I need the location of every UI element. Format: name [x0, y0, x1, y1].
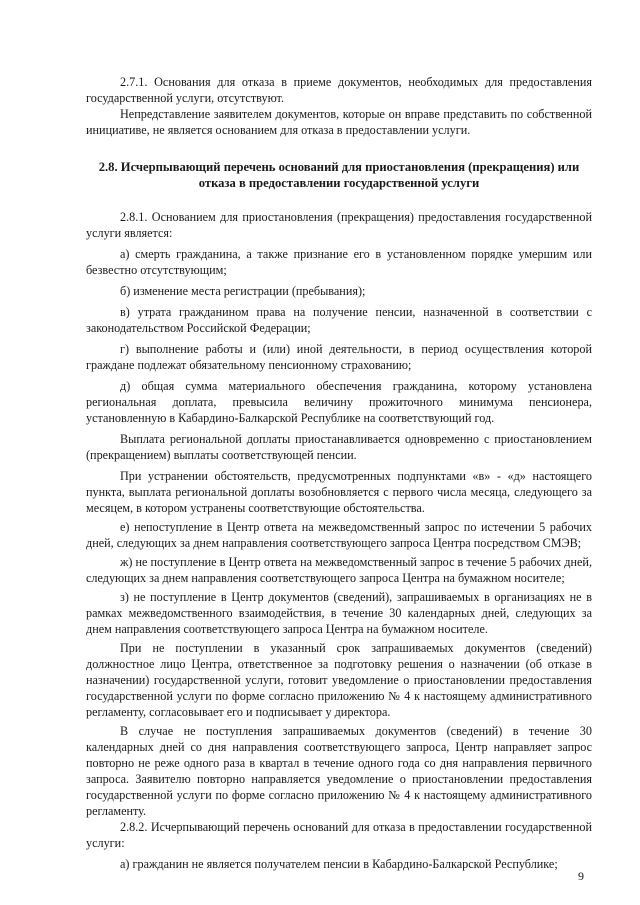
- paragraph-resumption: При устранении обстоятельств, предусмотренных подпунктами «в» - «д» настоящего пункта, выплата региональной доплаты возобновляется с первого числа месяца, следующего за месяцем, в котором устранены соответствующие обстоятельства.: [86, 469, 592, 515]
- paragraph-2-7-1: 2.7.1. Основания для отказа в приеме документов, необходимых для предоставления государственной услуги, отсутствуют.: [86, 75, 592, 105]
- paragraph-notice-1: При не поступлении в указанный срок запрашиваемых документов (сведений) должностное лицо Центра, ответственное за подготовку решения о назначении (об отказе в назначении) государственной услуги, готовит уведомление о приостановлении предоставления государственной услуги по форме согласно приложению № 4 к настоящему административного регламенту, согласовывает его и подписывает у директора.: [86, 641, 592, 719]
- paragraph-suspension: Выплата региональной доплаты приостанавливается одновременно с приостановлением (прекращением) выплаты соответствующей пенсии.: [86, 432, 592, 462]
- paragraph-notice-2: В случае не поступления запрашиваемых документов (сведений) в течение 30 календарных дней со дня направления соответствующего запроса, Центр направляет запрос повторно не реже одного раза в квартал в течение одного года со дня направления первичного запроса. Заявителю повторно направляется уведомление о приостановлении предоставления государственной услуги по форме согласно приложению № 4 к настоящему административного регламенту.: [86, 724, 592, 818]
- list-item-a-refusal: а) гражданин не является получателем пенсии в Кабардино-Балкарской Республике;: [120, 857, 558, 871]
- list-item-v: в) утрата гражданином права на получение пенсии, назначенной в соответствии с законодательством Российской Федерации;: [86, 305, 592, 335]
- section-heading-2-8: 2.8. Исчерпывающий перечень оснований для приостановления (прекращения) или отказа в предоставлении государственной услуги: [98, 160, 580, 190]
- paragraph-2-7-1-note: Непредставление заявителем документов, которые он вправе представить по собственной инициативе, не является основанием для отказа в предоставлении услуги.: [86, 107, 592, 137]
- paragraph-2-8-2: 2.8.2. Исчерпывающий перечень оснований для отказа в предоставлении государственной услуги:: [86, 820, 592, 850]
- document-body: [86, 74, 592, 872]
- list-item-b: б) изменение места регистрации (пребывания);: [120, 284, 366, 298]
- list-item-z: з) не поступление в Центр документов (сведений), запрашиваемых в организациях не в рамках межведомственного взаимодействия, в течение 30 календарных дней, следующих за днем направления соответствующего запроса Центра на бумажном носителе.: [86, 590, 592, 636]
- page-number: 9: [578, 869, 584, 883]
- paragraph-2-8-1: 2.8.1. Основанием для приостановления (прекращения) предоставления государственной услуги является:: [86, 210, 592, 240]
- list-item-g: г) выполнение работы и (или) иной деятельности, в период осуществления которой граждане подлежат обязательному пенсионному страхованию;: [86, 342, 592, 372]
- list-item-e: е) непоступление в Центр ответа на межведомственный запрос по истечении 5 рабочих дней, следующих за днем направления соответствующего запроса Центра посредством СМЭВ;: [86, 520, 592, 550]
- list-item-a: а) смерть гражданина, а также признание его в установленном порядке умершим или безвестно отсутствующим;: [86, 247, 592, 277]
- list-item-d: д) общая сумма материального обеспечения гражданина, которому установлена региональная доплата, превысила величину прожиточного минимума пенсионера, установленную в Кабардино-Балкарской Республике на соответствующий год.: [86, 379, 592, 425]
- list-item-zh: ж) не поступление в Центр ответа на межведомственный запрос в течение 5 рабочих дней, следующих за днем направления соответствующего запроса Центра на бумажном носителе;: [86, 555, 592, 585]
